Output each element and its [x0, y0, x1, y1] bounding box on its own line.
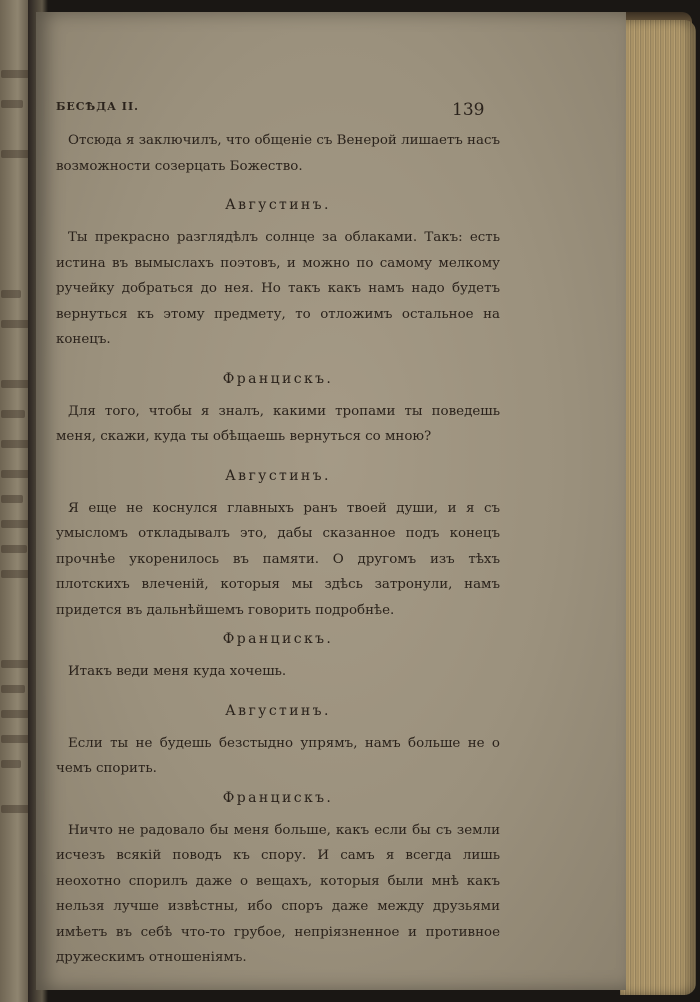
running-head: БЕСѢДА II. — [56, 100, 139, 113]
paragraph: Если ты не будешь безстыдно упрямъ, намъ больше не о чемъ спорить. — [56, 735, 500, 776]
page-number: 139 — [452, 100, 485, 120]
paragraph: Для того, чтобы я зналъ, какими тропами ты поведешь меня, скажи, куда ты обѣщаешь вернуться со мною? — [56, 403, 500, 444]
speaker-heading: Францискъ. — [222, 789, 334, 806]
paragraph: Я еще не коснулся главныхъ ранъ твоей души, и я съ умысломъ откладывалъ это, дабы сказанное подъ конецъ прочнѣе укоренилось въ памяти. О другомъ изъ тѣхъ плотскихъ влеченій, которыя мы здѣсь затронули, намъ придется въ дальнѣйшемъ говорить подробнѣе. — [56, 500, 500, 618]
paragraph: Ничто не радовало бы меня больше, какъ если бы съ земли исчезъ всякій поводъ къ спору. И самъ я всегда лишь неохотно спорилъ даже о вещахъ, которыя были мнѣ какъ нельзя лучше извѣстны, ибо споръ даже между друзьями имѣетъ въ себѣ что-то грубое, непріязненное и противное дружескимъ отношеніямъ. — [56, 822, 500, 965]
paragraph: Итакъ веди меня куда хочешь. — [68, 664, 287, 679]
speaker-heading: Францискъ. — [222, 370, 334, 387]
speaker-heading: Августинъ. — [225, 197, 331, 213]
paragraph: Отсюда я заключилъ, что общеніе съ Венерой лишаетъ насъ возможности созерцать Божество. — [56, 133, 500, 174]
speaker-heading: Августинъ. — [225, 702, 331, 719]
page-block-edge — [620, 20, 696, 995]
paragraph: Ты прекрасно разглядѣлъ солнце за облаками. Такъ: есть истина въ вымыслахъ поэтовъ, и можно по самому мелкому ручейку добраться до нея. Но такъ какъ намъ надо будетъ вернуться къ этому предмету, то отложимъ остальное на конецъ. — [56, 230, 500, 347]
page-body — [56, 128, 500, 971]
speaker-heading: Августинъ. — [225, 467, 331, 484]
speaker-heading: Францискъ. — [222, 631, 334, 647]
